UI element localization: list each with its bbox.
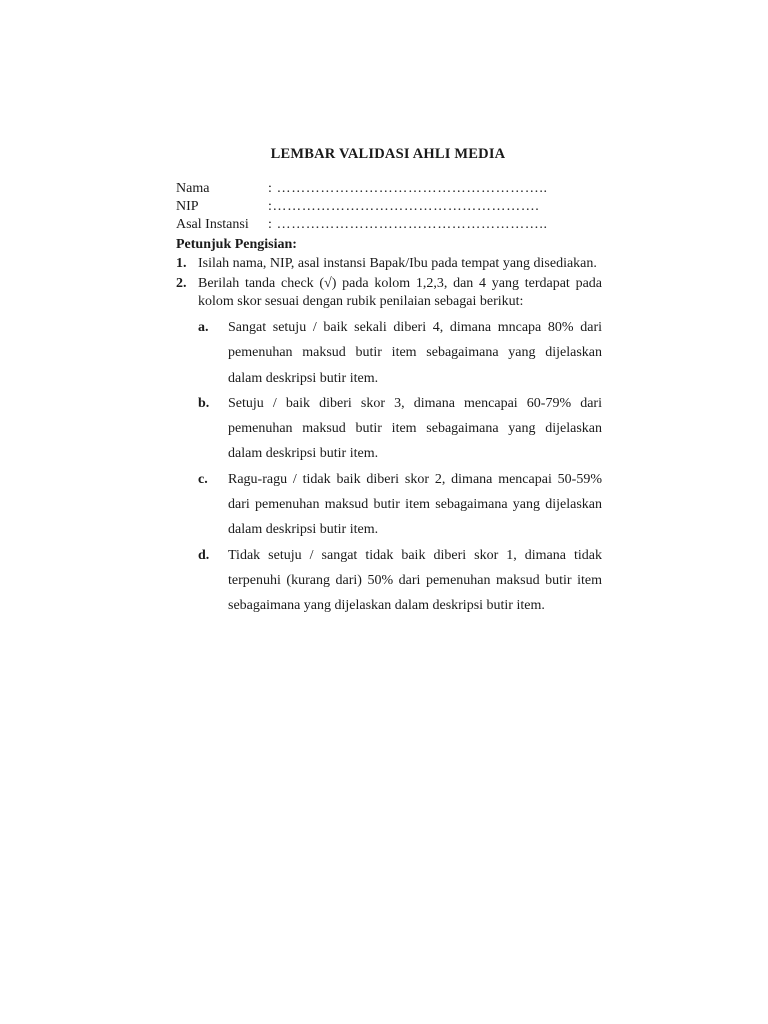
rubric-text: Tidak setuju / sangat tidak baik diberi skor 1, dimana tidak terpenuhi (kurang dari) 50% dari pemenuhan maksud butir item sebagaimana yang dijelaskan dalam deskripsi butir item. — [228, 547, 602, 614]
rubric-item-a — [198, 315, 602, 391]
field-value: : ……………………………………………….. — [268, 217, 548, 232]
scoring-rubric-list — [198, 315, 602, 619]
instructions-heading: Petunjuk Pengisian: — [176, 237, 297, 252]
document-title: LEMBAR VALIDASI AHLI MEDIA — [270, 146, 506, 162]
rubric-item-b — [198, 391, 602, 467]
field-label: Asal Instansi — [176, 217, 249, 232]
rubric-item-d — [198, 543, 602, 619]
field-label: Nama — [176, 181, 210, 196]
rubric-text: Sangat setuju / baik sekali diberi 4, dimana mncapa 80% dari pemenuhan maksud butir item sebagaimana yang dijelaskan dalam deskripsi butir item. — [228, 320, 602, 386]
field-asal-instansi — [176, 216, 606, 234]
field-nama — [176, 180, 606, 198]
list-marker: 2. — [176, 276, 187, 291]
field-nip — [176, 198, 606, 216]
instruction-text: Berilah tanda check (√) pada kolom 1,2,3, dan 4 yang terdapat pada kolom skor sesuai dengan rubik penilaian sebagai berikut: — [198, 276, 602, 309]
list-marker: c. — [198, 471, 208, 487]
rubric-text: Ragu-ragu / tidak baik diberi skor 2, dimana mencapai 50-59% dari pemenuhan maksud butir item sebagaimana yang dijelaskan dalam deskripsi butir item. — [228, 471, 602, 538]
list-marker: b. — [198, 395, 210, 411]
field-value: :………………………………………………. — [268, 199, 540, 214]
field-label: NIP — [176, 199, 199, 214]
list-marker: d. — [198, 547, 210, 563]
instructions-section — [176, 236, 602, 619]
list-marker: a. — [198, 320, 209, 335]
rubric-item-c — [198, 467, 602, 543]
identity-fields — [176, 180, 606, 234]
list-marker: 1. — [176, 256, 187, 271]
instruction-item-1 — [176, 255, 602, 273]
field-value: : ……………………………………………….. — [268, 181, 548, 196]
instruction-text: Isilah nama, NIP, asal instansi Bapak/Ibu pada tempat yang disediakan. — [198, 256, 597, 271]
instruction-item-2 — [176, 275, 602, 311]
rubric-text: Setuju / baik diberi skor 3, dimana mencapai 60-79% dari pemenuhan maksud butir item sebagaimana yang dijelaskan dalam deskripsi butir item. — [228, 395, 602, 462]
